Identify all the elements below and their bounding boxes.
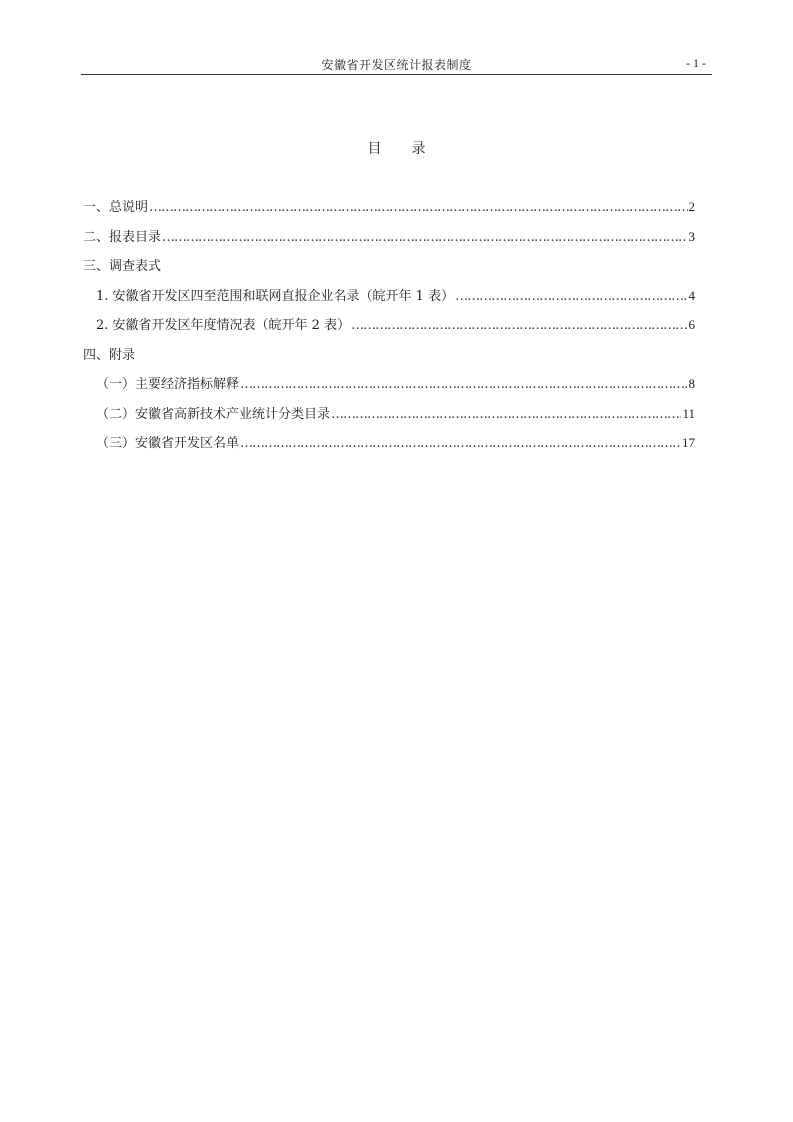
toc-item-page: 17 (682, 435, 695, 450)
toc-item-label: （三）安徽省开发区名单 (96, 436, 240, 451)
toc-item-page: 8 (688, 376, 695, 391)
toc-item-page: 4 (688, 287, 695, 303)
toc-item-general-notes[interactable] (83, 196, 695, 226)
toc-heading: 目录 (367, 141, 456, 157)
toc-leader-dots (162, 230, 687, 245)
toc-item-label: 四、附录 (83, 347, 136, 363)
toc-item-label: 二、报表目录 (83, 229, 162, 245)
toc-item-page: 11 (682, 405, 695, 421)
toc-item-label: 一、总说明 (83, 200, 149, 215)
page-number: - 1 - (686, 56, 706, 70)
toc-item-label: 三、调查表式 (83, 259, 162, 274)
toc-item-hightech-classification[interactable] (83, 403, 695, 433)
toc-item-indicator-definitions[interactable] (83, 373, 695, 403)
toc-item-appendix[interactable] (83, 344, 695, 374)
toc-leader-dots (351, 318, 687, 333)
toc-leader-dots (149, 200, 687, 215)
toc-leader-dots (331, 407, 681, 422)
toc-item-form-2[interactable] (83, 314, 695, 344)
toc-item-label: 1. 安徽省开发区四至范围和联网直报企业名录（皖开年 1 表） (96, 288, 455, 304)
toc-item-label: （一）主要经济指标解释 (96, 377, 240, 392)
toc-leader-dots (240, 436, 681, 451)
toc-item-zone-list[interactable] (83, 432, 695, 462)
toc-leader-dots (240, 377, 687, 392)
document-title: 安徽省开发区统计报表制度 (321, 58, 472, 72)
page-header (81, 54, 712, 75)
toc-item-page: 2 (688, 199, 695, 214)
toc-item-form-1[interactable] (83, 285, 695, 315)
toc-item-label: （二）安徽省高新技术产业统计分类目录 (96, 406, 331, 422)
toc-item-page: 6 (688, 317, 695, 332)
toc-leader-dots (455, 289, 687, 304)
toc-item-survey-forms[interactable] (83, 255, 695, 285)
table-of-contents (83, 196, 695, 462)
toc-item-page: 3 (688, 228, 695, 244)
toc-item-label: 2. 安徽省开发区年度情况表（皖开年 2 表） (96, 318, 351, 333)
toc-item-report-catalog[interactable] (83, 226, 695, 256)
